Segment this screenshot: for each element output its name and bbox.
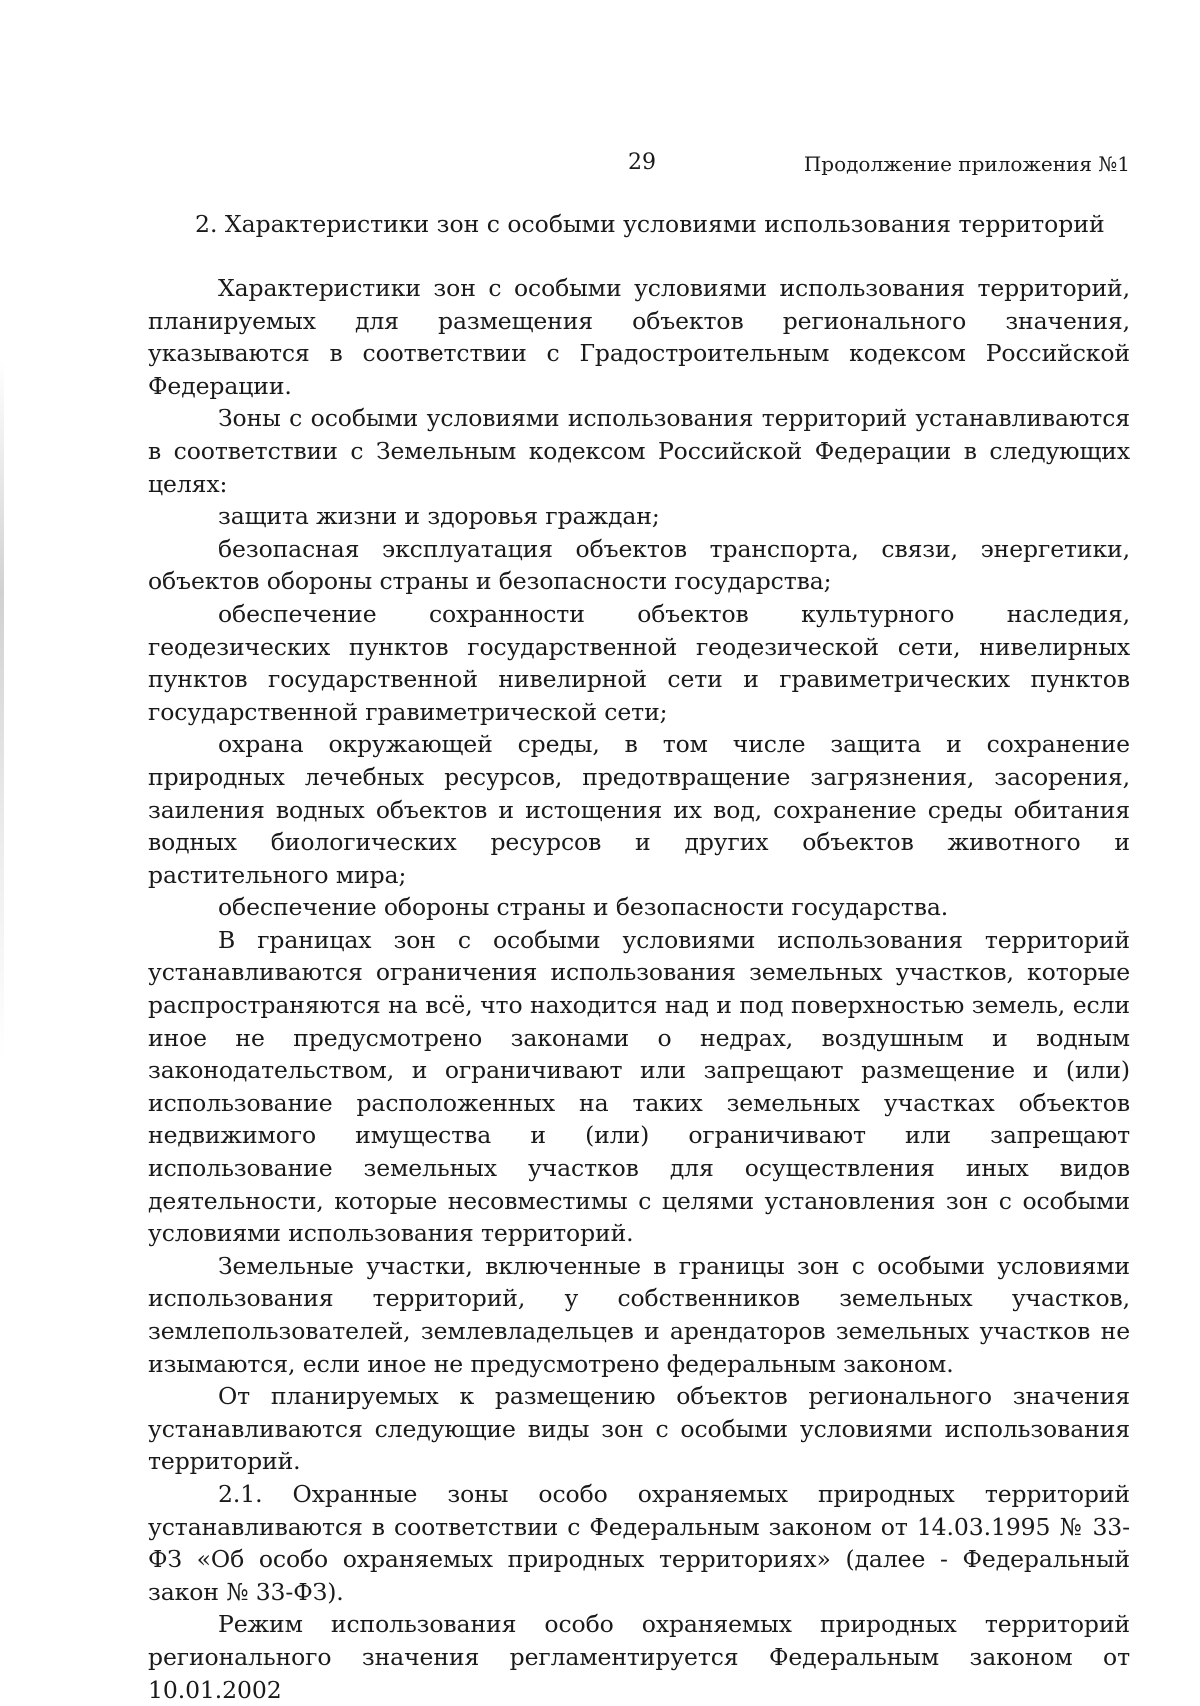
scan-edge-shadow (0, 360, 4, 1060)
paragraph: Характеристики зон с особыми условиями использования территорий, планируемых для размещения объектов регионального значения, указываются в соответствии с Градостроительным кодексом Российской Федерации. (148, 274, 1130, 400)
document-body (148, 272, 1130, 1706)
paragraph: В границах зон с особыми условиями использования территорий устанавливаются ограничения использования земельных участков, которые распространяются на всё, что находится над и под поверхностью земель, если иное не предусмотрено законами о недрах, воздушным и водным законодательством, и ограничивают или запрещают размещение и (или) использование расположенных на таких земельных участках объектов недвижимого имущества и (или) ограничивают или запрещают использование земельных участков для осуществления иных видов деятельности, которые несовместимы с целями установления зон с особыми условиями использования территорий. (148, 925, 1130, 1248)
list-item: обеспечение сохранности объектов культурного наследия, геодезических пунктов государственной геодезической сети, нивелирных пунктов государственной нивелирной сети и гравиметрических пунктов государственной гравиметрической сети; (148, 599, 1130, 726)
list-item: безопасная эксплуатация объектов транспорта, связи, энергетики, объектов обороны страны и безопасности государства; (148, 534, 1130, 596)
list-item: охрана окружающей среды, в том числе защита и сохранение природных лечебных ресурсов, предотвращение загрязнения, засорения, заиления водных объектов и истощения их вод, сохранение среды обитания водных биологических ресурсов и других объектов животного и растительного мира; (148, 730, 1130, 889)
paragraph: Земельные участки, включенные в границы зон с особыми условиями использования территорий, у собственников земельных участков, землепользователей, землевладельцев и арендаторов земельных участков не изымаются, если иное не предусмотрено федеральным законом. (148, 1251, 1130, 1378)
page-number: 29 (628, 150, 656, 175)
paragraph: Зоны с особыми условиями использования территорий устанавливаются в соответствии с Земельным кодексом Российской Федерации в следующих целях: (148, 404, 1130, 498)
appendix-continuation-note: Продолжение приложения №1 (803, 152, 1130, 176)
paragraph: Режим использования особо охраняемых природных территорий регионального значения регламентируется Федеральным законом от 10.01.2002 (148, 1610, 1130, 1704)
list-item: защита жизни и здоровья граждан; (218, 502, 660, 531)
paragraph: От планируемых к размещению объектов регионального значения устанавливаются следующие виды зон с особыми условиями использования территорий. (148, 1382, 1130, 1476)
list-item: обеспечение обороны страны и безопасности государства. (218, 893, 949, 922)
subsection-paragraph: 2.1. Охранные зоны особо охраняемых природных территорий устанавливаются в соответствии с Федеральным законом от 14.03.1995 № 33-ФЗ «Об особо охраняемых природных территориях» (далее - Федеральный закон № 33-ФЗ). (148, 1479, 1130, 1606)
section-title: 2. Характеристики зон с особыми условиями использования территорий (195, 210, 1105, 238)
